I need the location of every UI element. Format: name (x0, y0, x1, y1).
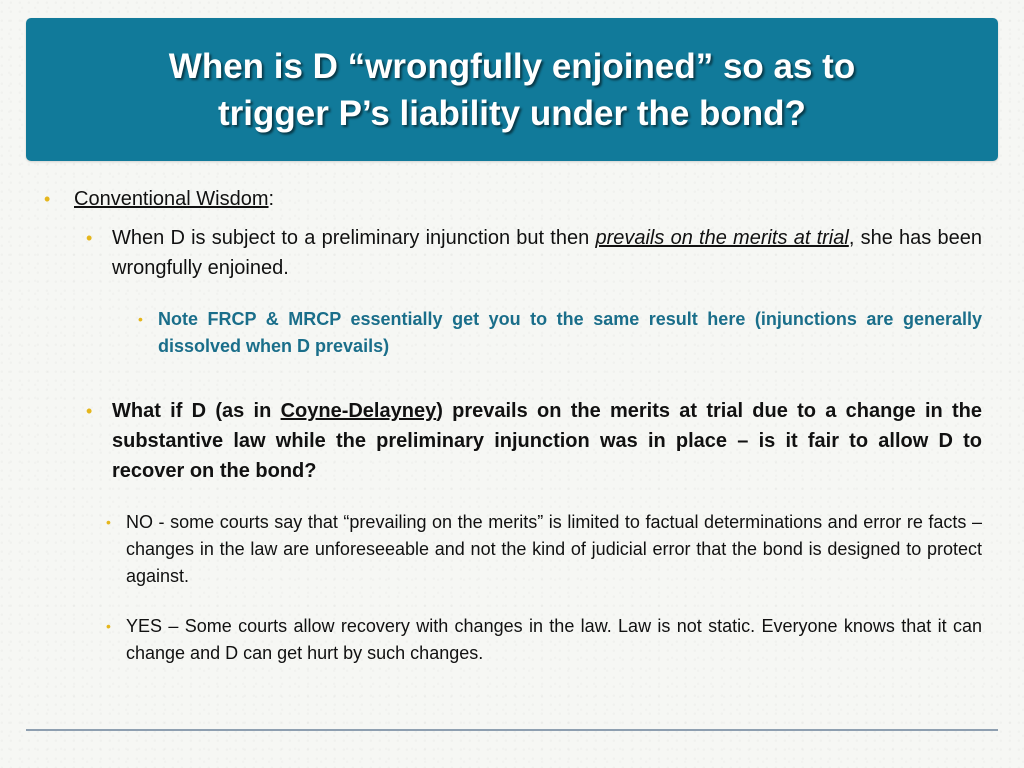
bullet-yes-answer (106, 613, 982, 667)
frcp-note-text: Note FRCP & MRCP essentially get you to the same result here (injunctions are generally dissolved when D prevails) (158, 309, 982, 356)
bullet-wrongfully-enjoined (86, 223, 982, 283)
question-text-2: ) prevails on the merits at trial due to a change in the substantive law while the preliminary injunction was in place – is it fair to allow D to recover on the bond? (112, 400, 982, 482)
bullet-dot-icon: • (106, 514, 111, 530)
no-answer-text: NO - some courts say that “prevailing on the merits” is limited to factual determinations and error re facts – changes in the law are unforeseeable and not the kind of judicial error that the bond is designed to protect against. (126, 512, 982, 586)
bullet-frcp-note (138, 306, 982, 360)
bullet-no-answer (106, 509, 982, 590)
bullet-dot-icon: • (44, 189, 51, 209)
coyne-delayney-case: Coyne-Delayney (280, 400, 437, 422)
bullet-dot-icon: • (86, 228, 93, 248)
bullet-dot-icon: • (106, 618, 111, 634)
bullet-coyne-question (86, 396, 982, 486)
heading-colon: : (268, 188, 275, 210)
slide-title-line-2: trigger P’s liability under the bond? (218, 93, 806, 133)
prevails-on-merits-phrase: prevails on the merits at trial (595, 227, 849, 249)
bullet-conventional-wisdom (44, 184, 984, 214)
yes-answer-text: YES – Some courts allow recovery with changes in the law. Law is not static. Everyone knows that it can change and D can get hurt by such changes. (126, 616, 982, 663)
bullet-dot-icon: • (138, 311, 143, 327)
bullet-dot-icon: • (86, 401, 93, 421)
question-text-1: What if D (as in (112, 400, 281, 422)
conventional-wisdom-heading: Conventional Wisdom (74, 188, 269, 210)
wrongfully-enjoined-text-1: When D is subject to a preliminary injunction but then (112, 227, 596, 249)
slide-title-line-1: When is D “wrongfully enjoined” so as to (168, 46, 856, 86)
wrongfully-enjoined-text-2: , she has been wrongfully enjoined. (112, 227, 983, 279)
footer-divider (26, 729, 998, 731)
